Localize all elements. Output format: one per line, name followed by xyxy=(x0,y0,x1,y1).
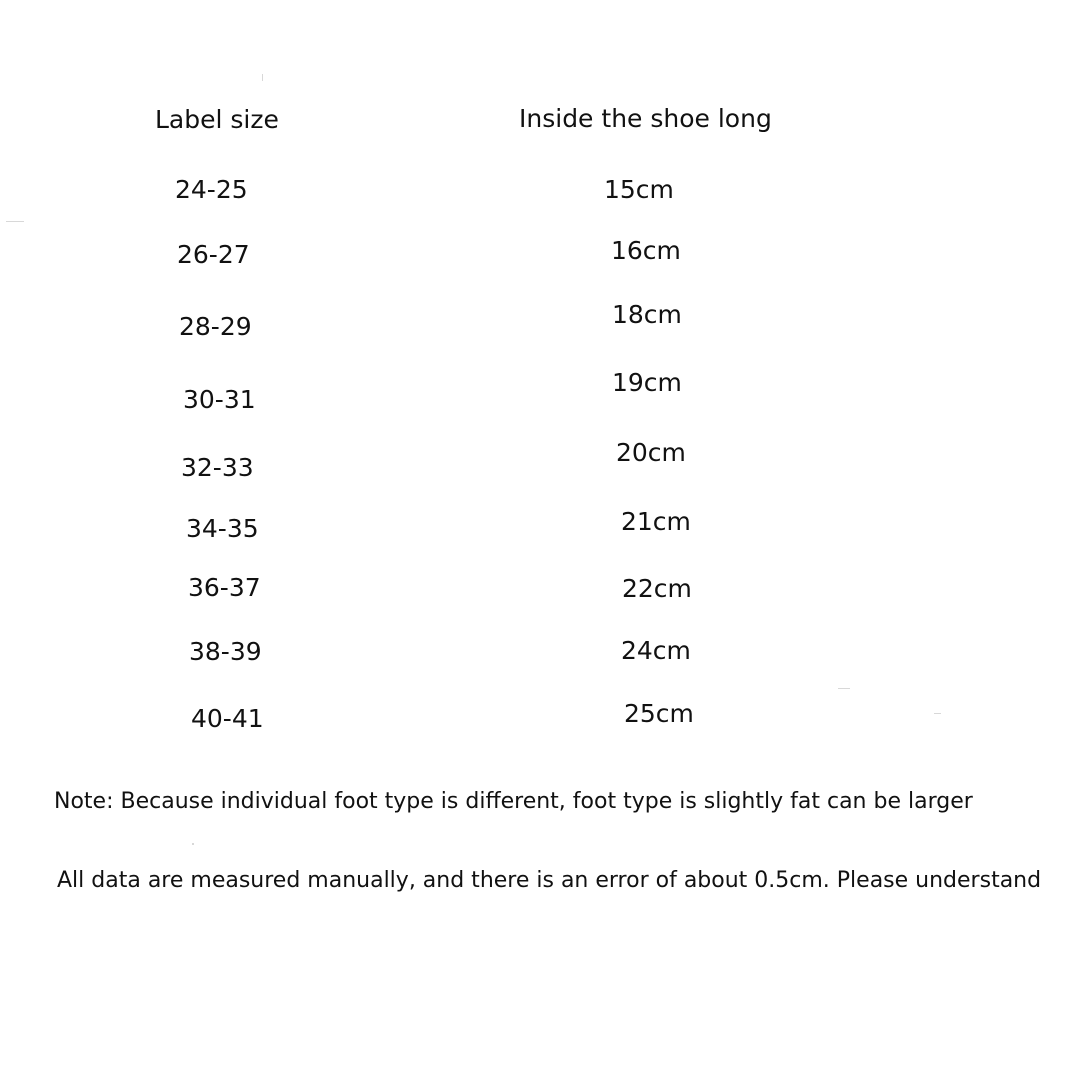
row-1-inside-length: 15cm xyxy=(604,175,674,204)
row-3-inside-length: 18cm xyxy=(612,300,682,329)
scan-speck xyxy=(6,221,24,222)
row-7-label-size: 36-37 xyxy=(188,573,261,602)
scan-speck xyxy=(262,74,263,81)
row-2-label-size: 26-27 xyxy=(177,240,250,269)
row-3-label-size: 28-29 xyxy=(179,312,252,341)
row-9-label-size: 40-41 xyxy=(191,704,264,733)
row-8-inside-length: 24cm xyxy=(621,636,691,665)
row-6-label-size: 34-35 xyxy=(186,514,259,543)
header-inside-length: Inside the shoe long xyxy=(519,104,772,133)
scan-speck xyxy=(838,688,850,689)
row-4-inside-length: 19cm xyxy=(612,368,682,397)
row-7-inside-length: 22cm xyxy=(622,574,692,603)
row-4-label-size: 30-31 xyxy=(183,385,256,414)
note-measurement-error: All data are measured manually, and there is an error of about 0.5cm. Please understand xyxy=(57,868,1042,893)
row-2-inside-length: 16cm xyxy=(611,236,681,265)
scan-speck xyxy=(192,843,194,845)
scan-speck xyxy=(934,713,941,714)
note-foot-type: Note: Because individual foot type is different, foot type is slightly fat can be larger xyxy=(54,789,973,814)
row-5-label-size: 32-33 xyxy=(181,453,254,482)
row-6-inside-length: 21cm xyxy=(621,507,691,536)
row-1-label-size: 24-25 xyxy=(175,175,248,204)
row-9-inside-length: 25cm xyxy=(624,699,694,728)
header-label-size: Label size xyxy=(155,105,279,134)
row-5-inside-length: 20cm xyxy=(616,438,686,467)
row-8-label-size: 38-39 xyxy=(189,637,262,666)
